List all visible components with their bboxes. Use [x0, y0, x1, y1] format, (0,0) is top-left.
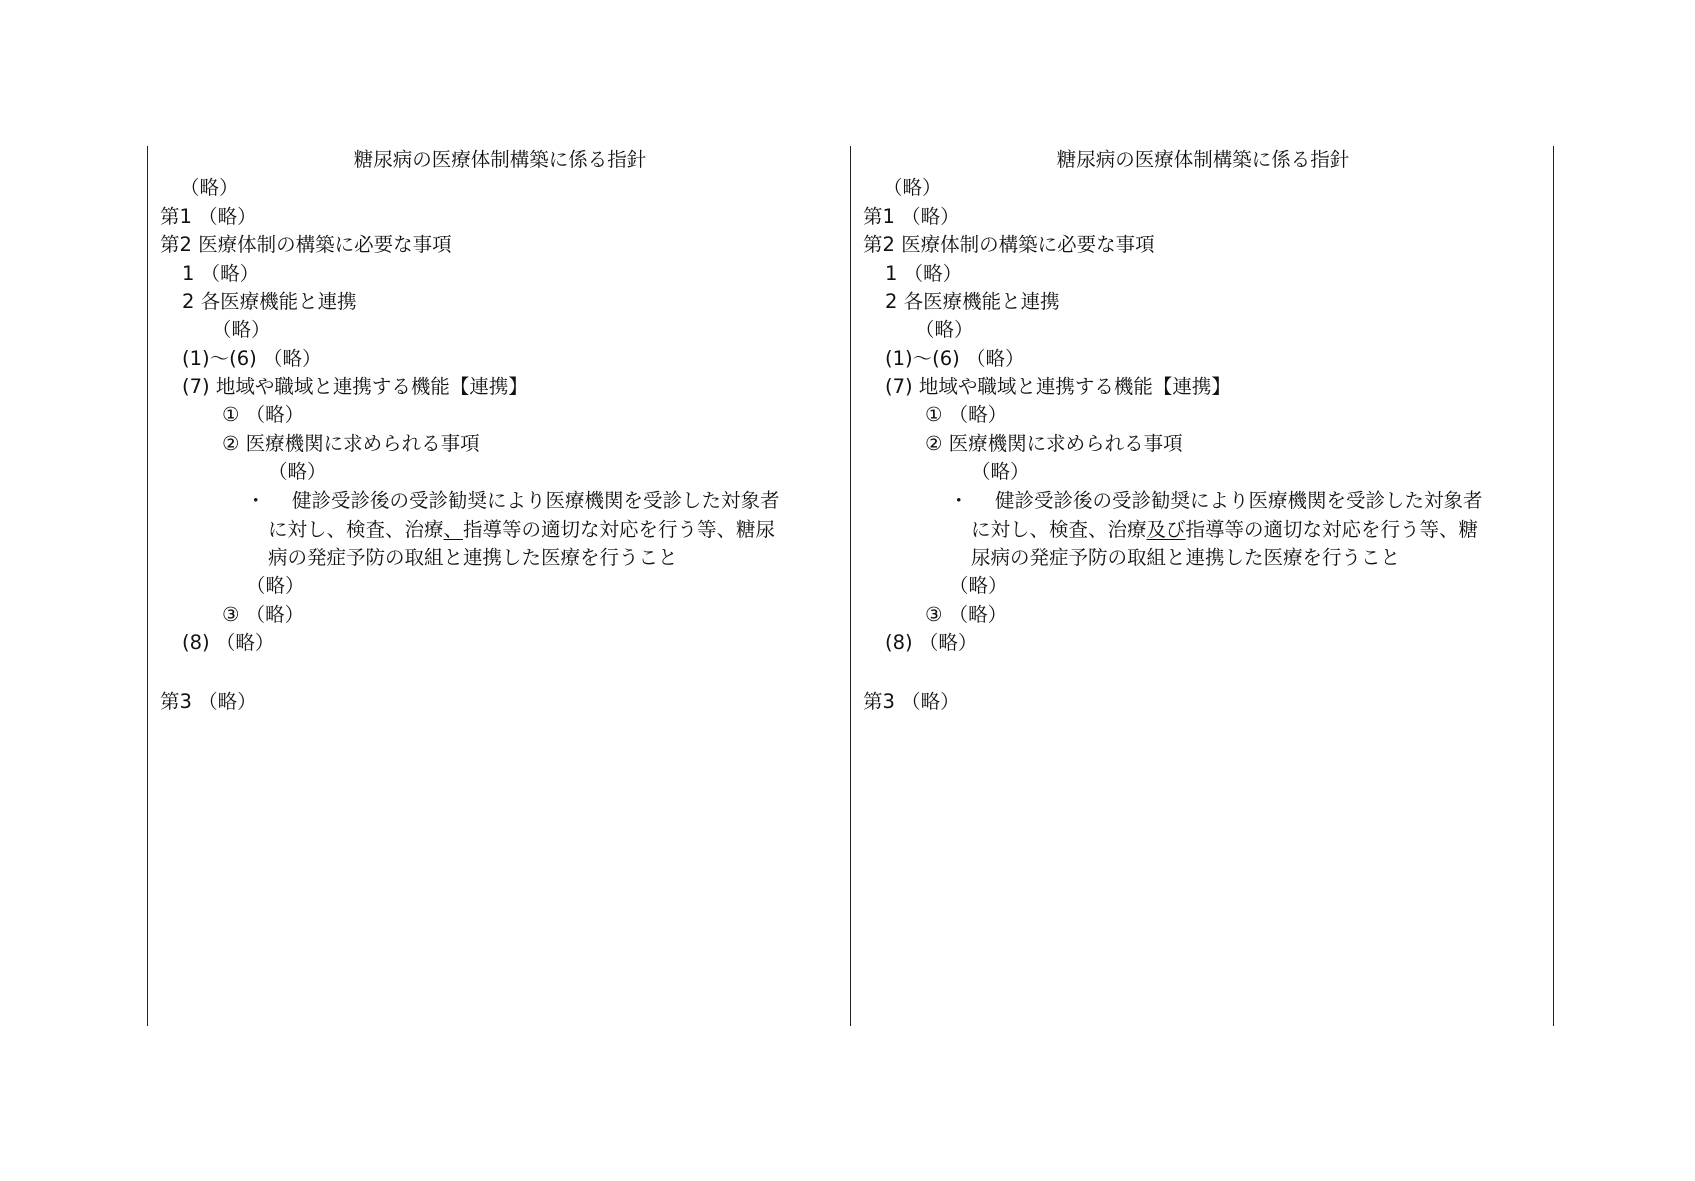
text-span: に対し、検査、治療	[268, 518, 444, 541]
bullet-text-line: 健診受診後の受診勧奨により医療機関を受診した対象者	[995, 489, 1483, 512]
amended-mark: 及び	[1146, 518, 1186, 541]
text-line: (7) 地域や職域と連携する機能【連携】	[182, 375, 528, 398]
center-divider	[850, 146, 851, 1026]
section-heading: 第2 医療体制の構築に必要な事項	[863, 233, 1155, 256]
text-line: （略）	[883, 176, 942, 199]
section-heading: 第3 （略）	[160, 690, 257, 713]
left-column	[150, 146, 850, 1026]
bullet-marker: ・	[949, 489, 969, 512]
section-heading: 第1 （略）	[863, 205, 960, 228]
text-line: ③ （略）	[222, 603, 305, 626]
doc-title: 糖尿病の医療体制構築に係る指針	[353, 148, 647, 171]
text-span: に対し、検査、治療	[971, 518, 1147, 541]
text-line: 1 （略）	[885, 262, 963, 285]
bullet-text-line: 健診受診後の受診勧奨により医療機関を受診した対象者	[292, 489, 780, 512]
text-line: （略）	[949, 574, 1008, 597]
left-border	[147, 146, 148, 1026]
bullet-text-line	[971, 516, 1478, 544]
doc-title: 糖尿病の医療体制構築に係る指針	[1056, 148, 1350, 171]
section-heading: 第3 （略）	[863, 690, 960, 713]
text-line: （略）	[180, 176, 239, 199]
bullet-text-line	[268, 516, 775, 544]
text-line: (8) （略）	[885, 631, 978, 654]
text-line: 2 各医療機能と連携	[182, 290, 357, 313]
section-heading: 第2 医療体制の構築に必要な事項	[160, 233, 452, 256]
text-line: ③ （略）	[925, 603, 1008, 626]
text-line: ② 医療機関に求められる事項	[222, 432, 480, 455]
text-span: 指導等の適切な対応を行う等、糖尿	[463, 518, 776, 541]
text-line: (1)～(6) （略）	[182, 347, 322, 370]
text-line: ② 医療機関に求められる事項	[925, 432, 1183, 455]
text-span: 指導等の適切な対応を行う等、糖	[1185, 518, 1479, 541]
right-column	[853, 146, 1553, 1026]
bullet-text-line: 病の発症予防の取組と連携した医療を行うこと	[268, 546, 678, 569]
text-line: （略）	[268, 460, 327, 483]
text-line: 1 （略）	[182, 262, 260, 285]
bullet-marker: ・	[246, 489, 266, 512]
text-line: ① （略）	[925, 403, 1008, 426]
amended-mark: 、	[443, 518, 464, 541]
section-heading: 第1 （略）	[160, 205, 257, 228]
bullet-text-line: 尿病の発症予防の取組と連携した医療を行うこと	[971, 546, 1401, 569]
text-line: ① （略）	[222, 403, 305, 426]
right-border	[1553, 146, 1554, 1026]
text-line: （略）	[971, 460, 1030, 483]
text-line: （略）	[212, 318, 271, 341]
text-line: （略）	[915, 318, 974, 341]
text-line: (7) 地域や職域と連携する機能【連携】	[885, 375, 1231, 398]
text-line: （略）	[246, 574, 305, 597]
text-line: 2 各医療機能と連携	[885, 290, 1060, 313]
text-line: (8) （略）	[182, 631, 275, 654]
text-line: (1)～(6) （略）	[885, 347, 1025, 370]
